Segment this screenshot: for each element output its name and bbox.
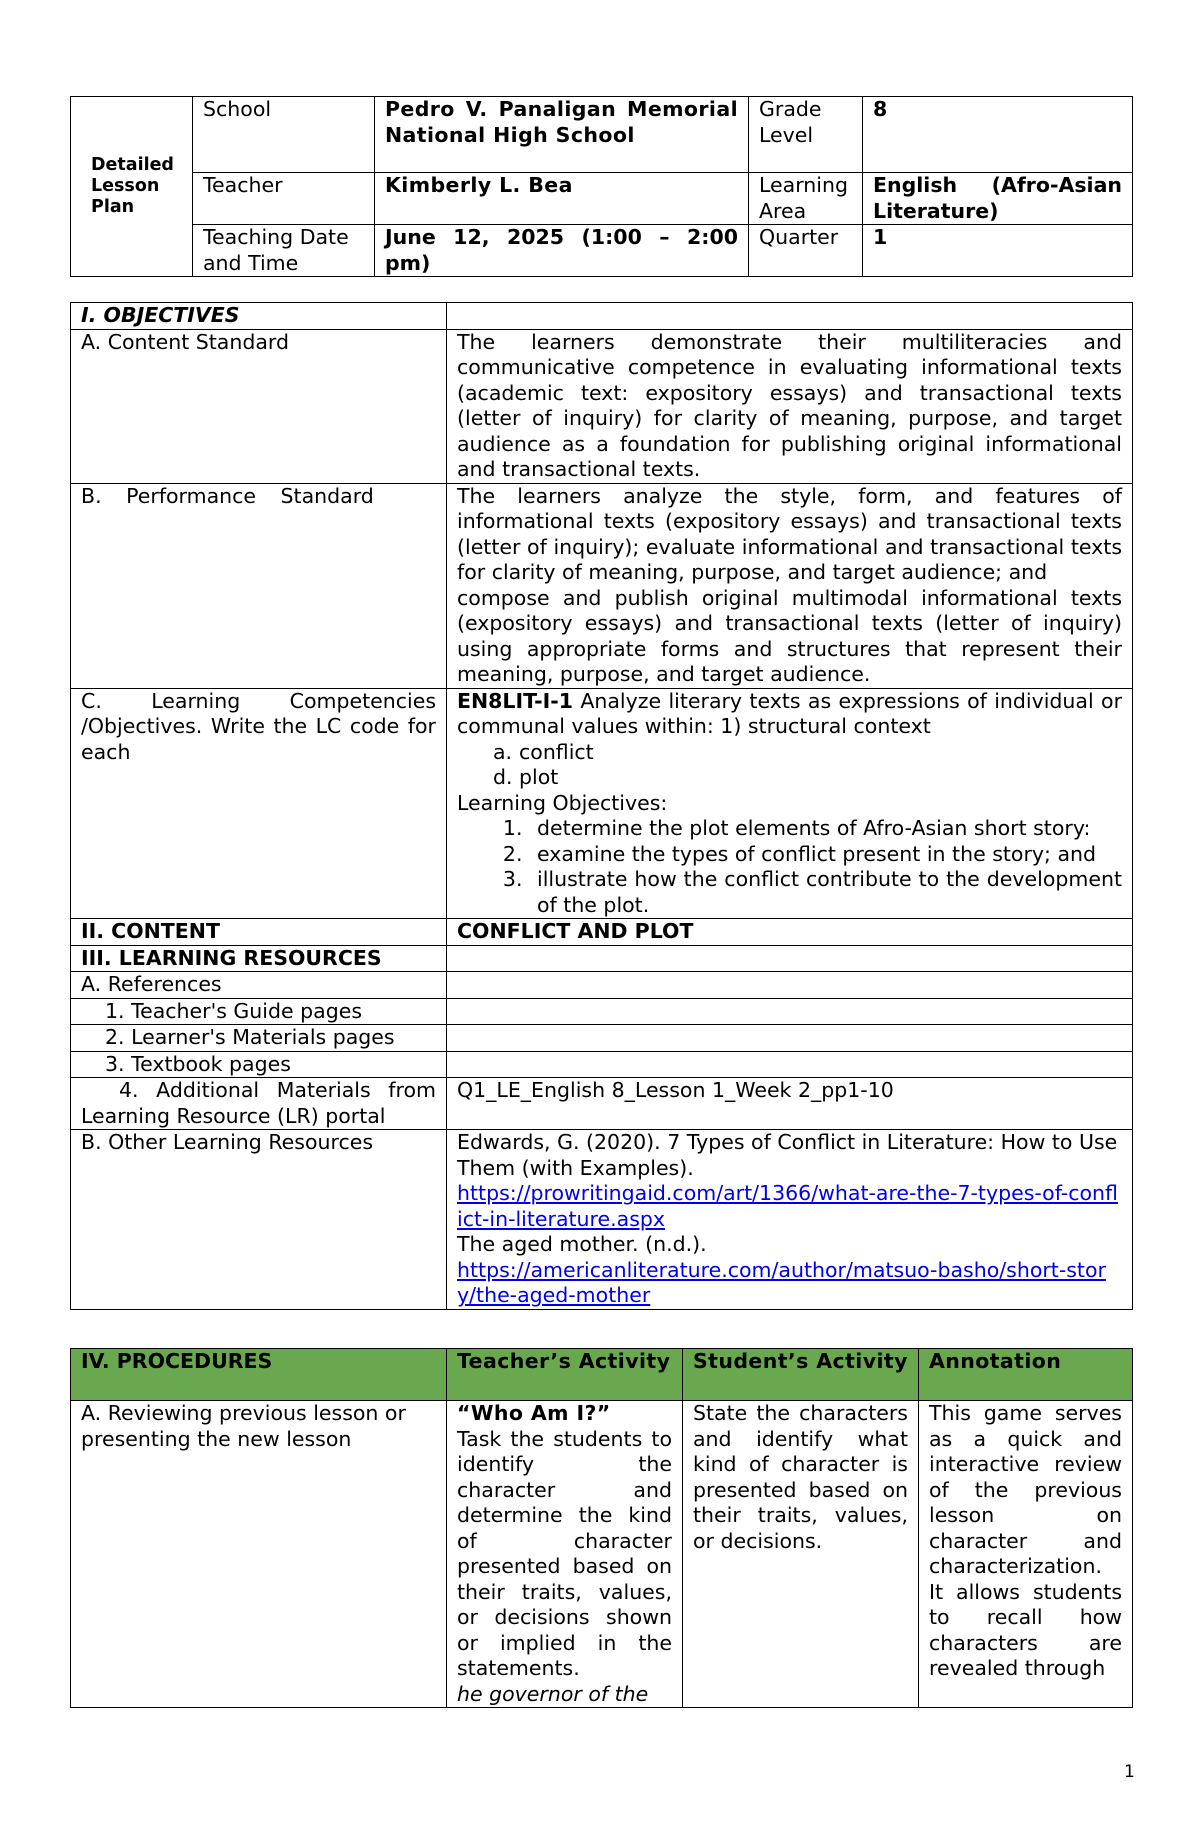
row-a-teacher (447, 1401, 683, 1708)
col-annotation: Annotation (919, 1349, 1133, 1401)
lo-list (457, 816, 1122, 918)
lc-item-text: plot (519, 765, 559, 789)
other-resources-cell (447, 1130, 1133, 1310)
objectives-table (70, 302, 1133, 1310)
lo-item: 2. examine the types of conflict present in the story; and (529, 842, 1122, 868)
lo-item: 1. determine the plot elements of Afro-Asian short story: (529, 816, 1122, 842)
lc-item (457, 740, 1122, 766)
header-table (70, 96, 1133, 277)
row-a-label: A. Reviewing previous lesson or presenting the new lesson (71, 1401, 447, 1708)
reference-citation: Edwards, G. (2020). 7 Types of Conflict in Literature: How to Use Them (with Examples). (457, 1130, 1118, 1180)
dlp-label-line: Plan (91, 197, 135, 217)
activity-title: “Who Am I?” (457, 1401, 611, 1425)
empty-cell (447, 972, 1133, 999)
reference-link[interactable]: https://prowritingaid.com/art/1366/what-are-the-7-types-of-conflict-in-literature.aspx (457, 1181, 1118, 1231)
procedures-table (70, 1348, 1133, 1708)
date-label: Teaching Date and Time (193, 225, 375, 277)
content-standard-text: The learners demonstrate their multiliteracies and communicative competence in evaluating informational texts (academic text: expository essays) and transactional texts (letter of inquiry) for clarity of meaning, purpose, and target audience as a foundation for publishing original informational and transactional texts. (447, 329, 1133, 483)
activity-text: Task the students to identify the character and determine the kind of character presented based on their traits, values, or decisions shown or implied in the statements. (457, 1426, 672, 1680)
additional-materials-label: 4. Additional Materials from Learning Resource (LR) portal (71, 1078, 447, 1130)
performance-standard-text: compose and publish original multimodal informational texts (expository essays) and transactional texts (letter of inquiry) using appropriate forms and structures that represent their meaning, purpose, and target audience. (457, 585, 1122, 686)
activity-text-italic: he governor of the (457, 1681, 649, 1706)
school-value: Pedro V. Panaligan Memorial National High School (375, 97, 749, 173)
tg-pages-label: 1. Teacher's Guide pages (71, 998, 447, 1025)
competencies-cell (447, 688, 1133, 919)
resources-title: III. LEARNING RESOURCES (71, 945, 447, 972)
performance-standard-text: The learners analyze the style, form, and features of informational texts (expository essays) and transactional texts (letter of inquiry); evaluate informational and transactional texts for clarity of meaning, purpose, and target audience; and (457, 483, 1122, 584)
content-value: CONFLICT AND PLOT (447, 919, 1133, 946)
additional-materials-value: Q1_LE_English 8_Lesson 1_Week 2_pp1-10 (447, 1078, 1133, 1130)
competencies-label: C. Learning Competencies /Objectives. Write the LC code for each (71, 688, 447, 919)
lc-item (457, 765, 1122, 791)
dlp-label-line: Lesson (91, 176, 160, 196)
empty-cell (447, 945, 1133, 972)
page-number: 1 (1124, 1762, 1135, 1782)
quarter-label: Quarter (749, 225, 863, 277)
procedures-title: IV. PROCEDURES (71, 1349, 447, 1401)
area-value: English (Afro-Asian Literature) (863, 173, 1133, 225)
lo-item: 3. illustrate how the conflict contribute to the development of the plot. (529, 867, 1122, 918)
content-label: II. CONTENT (71, 919, 447, 946)
date-value: June 12, 2025 (1:00 – 2:00 pm) (375, 225, 749, 277)
performance-standard-cell (447, 483, 1133, 688)
teacher-value: Kimberly L. Bea (375, 173, 749, 225)
lc-item-marker: d. (493, 765, 513, 789)
lm-pages-label: 2. Learner's Materials pages (71, 1025, 447, 1052)
dlp-label-line: Detailed (91, 155, 174, 175)
other-resources-label: B. Other Learning Resources (71, 1130, 447, 1310)
col-student-activity: Student’s Activity (683, 1349, 919, 1401)
empty-cell (447, 303, 1133, 330)
dlp-label (71, 97, 193, 277)
empty-cell (447, 1025, 1133, 1052)
empty-cell (447, 1051, 1133, 1078)
objectives-title: I. OBJECTIVES (71, 303, 447, 330)
reference-link[interactable]: https://americanliterature.com/author/matsuo-basho/short-story/the-aged-mother (457, 1257, 1106, 1307)
school-label: School (193, 97, 375, 173)
grade-value: 8 (863, 97, 1133, 173)
performance-standard-label: B. Performance Standard (71, 483, 447, 688)
lc-code: EN8LIT-I-1 (457, 688, 573, 713)
row-a-student: State the characters and identify what kind of character is presented based on their traits, values, or decisions. (683, 1401, 919, 1708)
row-a-annotation: This game serves as a quick and interactive review of the previous lesson on character and characterization. It allows students to recall how characters are revealed through (919, 1401, 1133, 1708)
lc-item-marker: a. (493, 739, 513, 764)
reference-citation: The aged mother. (n.d.). (457, 1232, 707, 1256)
empty-cell (447, 998, 1133, 1025)
lo-title: Learning Objectives: (457, 790, 668, 815)
grade-label: Grade Level (749, 97, 863, 173)
col-teacher-activity: Teacher’s Activity (447, 1349, 683, 1401)
lc-text: Analyze literary texts as expressions of individual or communal values within: 1) structural context (457, 688, 1122, 738)
lc-item-text: conflict (519, 739, 594, 764)
area-label: Learning Area (749, 173, 863, 225)
textbook-pages-label: 3. Textbook pages (71, 1051, 447, 1078)
teacher-label: Teacher (193, 173, 375, 225)
content-standard-label: A. Content Standard (71, 329, 447, 483)
lc-statement (457, 689, 1122, 740)
quarter-value: 1 (863, 225, 1133, 277)
references-label: A. References (71, 972, 447, 999)
